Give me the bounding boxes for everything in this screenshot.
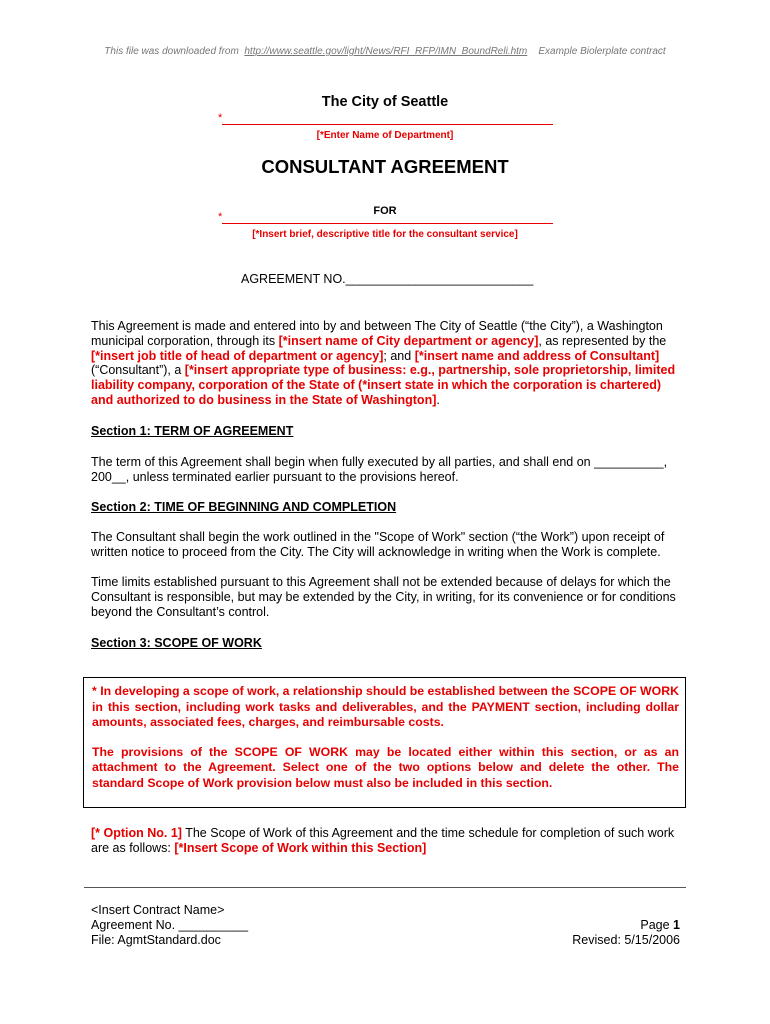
page-number: 1 xyxy=(673,918,680,932)
section-2-heading: Section 2: TIME OF BEGINNING AND COMPLETION xyxy=(91,500,397,514)
department-line xyxy=(222,124,553,125)
section-1-text: The term of this Agreement shall begin when fully executed by all parties, and shall end on __________, 200__, unless terminated earlier pursuant to the provisions hereof. xyxy=(91,455,668,484)
footer-agreement-no: Agreement No. __________ xyxy=(91,918,249,932)
scope-instruction-2: The provisions of the SCOPE OF WORK may be located either within this section, or as an attachment to the Agreement. Select one of the two options below and delete the other. The standard Scope of Work provision below must also be included in this section. xyxy=(92,744,679,790)
intro-text: ; and xyxy=(383,348,415,363)
business-type-placeholder: [*insert appropriate type of business: e.g., partnership, sole proprietorship, limited liability company, corporation of the State of (*insert state in which the corporation is chartered) and authorized to do business in the State of Washington] xyxy=(91,363,676,407)
download-source-note xyxy=(0,46,770,57)
agreement-title: CONSULTANT AGREEMENT xyxy=(261,156,509,177)
intro-text: (“Consultant”), a xyxy=(91,363,185,378)
section-3-heading: Section 3: SCOPE OF WORK xyxy=(91,636,262,650)
example-label: Example Biolerplate contract xyxy=(538,46,666,57)
page-indicator xyxy=(480,918,680,933)
department-placeholder: [*insert name of City department or agency] xyxy=(278,333,539,348)
revised-date: Revised: 5/15/2006 xyxy=(572,933,680,947)
source-url-link[interactable]: http://www.seattle.gov/light/News/RFI_RFP/IMN_BoundReli.htm xyxy=(244,46,528,57)
intro-paragraph xyxy=(91,319,685,408)
department-asterisk: * xyxy=(218,112,223,124)
intro-text: This Agreement is made and entered into by and between The City of Seattle (“the City”), a Washington municipal corporation, through its xyxy=(91,319,663,348)
source-prefix: This file was downloaded from xyxy=(104,46,239,57)
service-asterisk: * xyxy=(218,211,223,223)
file-name: File: AgmtStandard.doc xyxy=(91,933,221,947)
scope-placeholder: [*Insert Scope of Work within this Section] xyxy=(174,840,427,855)
option-1-paragraph xyxy=(91,826,685,856)
section-2-text-1: The Consultant shall begin the work outlined in the "Scope of Work" section (“the Work”) upon receipt of written notice to proceed from the City. The City will acknowledge in writing when the Work is complete. xyxy=(91,530,665,559)
agreement-number: AGREEMENT NO.___________________________ xyxy=(241,272,534,286)
city-title: The City of Seattle xyxy=(321,94,449,110)
option-1-text: The Scope of Work of this Agreement and the time schedule for completion of such work are as follows: xyxy=(91,826,675,855)
job-title-placeholder: [*insert job title of head of department or agency] xyxy=(91,348,384,363)
for-label: FOR xyxy=(373,205,397,217)
footer-divider xyxy=(84,887,686,888)
department-hint: [*Enter Name of Department] xyxy=(316,130,454,141)
section-2-text-2: Time limits established pursuant to this Agreement shall not be extended because of delays for which the Consultant is responsible, but may be extended by the City, in writing, for its convenience or for conditions beyond the Consultant’s control. xyxy=(91,575,676,619)
intro-text: , as represented by the xyxy=(538,333,667,348)
scope-instructions-box xyxy=(83,677,686,808)
intro-text: . xyxy=(436,392,440,407)
page-label: Page xyxy=(640,918,674,932)
option-1-label: [* Option No. 1] xyxy=(91,826,182,840)
section-1-heading: Section 1: TERM OF AGREEMENT xyxy=(91,424,294,438)
footer-right xyxy=(480,918,680,948)
scope-instruction-1: * In developing a scope of work, a relationship should be established between the SCOPE OF WORK in this section, including work tasks and deliverables, and the PAYMENT section, including dollar amounts, associated fees, charges, and reimbursable costs. xyxy=(92,684,679,730)
contract-name: <Insert Contract Name> xyxy=(91,903,225,917)
service-line xyxy=(222,223,553,224)
service-hint: [*Insert brief, descriptive title for the consultant service] xyxy=(252,229,518,240)
footer-left xyxy=(91,903,248,948)
consultant-placeholder: [*insert name and address of Consultant] xyxy=(414,348,660,363)
